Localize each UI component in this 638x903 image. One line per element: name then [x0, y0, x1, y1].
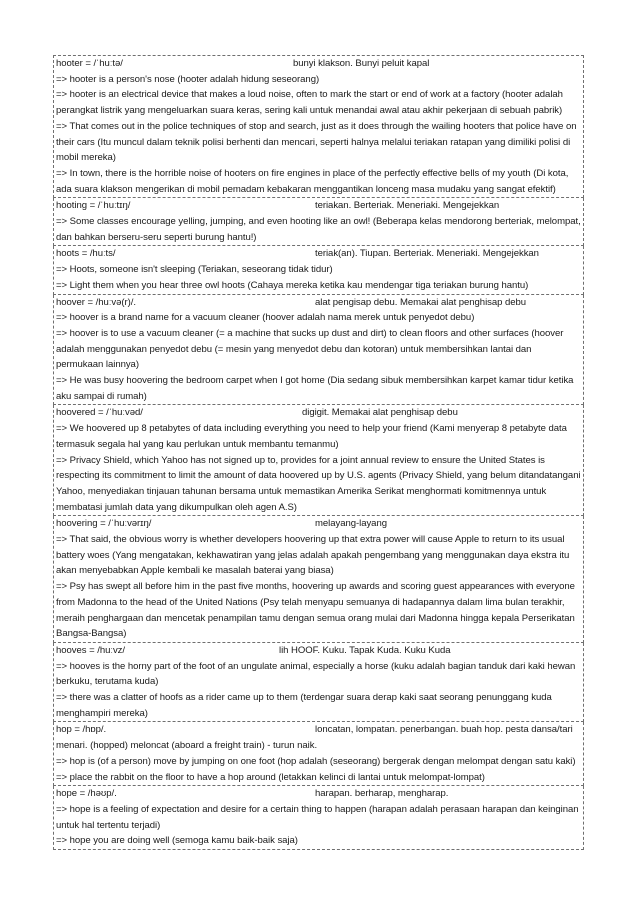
- entry-header: [56, 405, 581, 421]
- example-line: => hooter is an electrical device that makes a loud noise, often to mark the start or end of work at a factory (hooter adalah perangkat listrik yang mengeluarkan suara keras, sering kali untuk menandai awal atau akhir pekerjaan di sebuah pabrik): [56, 89, 563, 117]
- entry-hope: [53, 786, 584, 850]
- example-line: => hoover is a brand name for a vacuum cleaner (hoover adalah nama merek untuk penyedot debu): [56, 312, 475, 324]
- example-line: => hope is a feeling of expectation and desire for a certain thing to happen (harapan adalah perasaan harapan dan keinginan untuk hal tertentu terjadi): [56, 803, 579, 831]
- entry-term: hoots = /huːts/: [56, 248, 116, 260]
- example-line: => Psy has swept all before him in the past five months, hoovering up awards and scoring guest appearances with everyone from Madonna to the head of the United Nations (Psy telah menyapu semuanya di hadapannya dalam lima bulan terakhir, meraih penghargaan dan mencetak penampilan tamu dengan semua orang mulai dari Madonna hingga kepala Perserikatan Bangsa-Bangsa): [56, 581, 575, 640]
- entry-term: hoovered = /ˈhuːvəd/: [56, 407, 143, 419]
- example-line: => Privacy Shield, which Yahoo has not signed up to, provides for a joint annual review to ensure the United States is respecting its commitment to limit the amount of data hoovered up by U.S. agents (Privacy Shield, yang belum ditandatangani Yahoo, menyediakan tinjauan tahunan bersama untuk memastikan Amerika Serikat menghormati komitmennya untuk membatasi jumlah data yang dikumpulkan oleh agen A.S): [56, 454, 581, 513]
- entry-term: hoover = /huːvə(r)/.: [56, 296, 136, 308]
- entry-header: [56, 643, 581, 659]
- example-line: => He was busy hoovering the bedroom carpet when I got home (Dia sedang sibuk membersihkan karpet kamar tidur ketika aku sampai di rumah): [56, 375, 574, 402]
- entry-translation: harapan. berharap, mengharap.: [315, 788, 449, 800]
- entry-translation: digigit. Memakai alat penghisap debu: [302, 407, 458, 419]
- entry-term: hooting = /ˈhuːtɪŋ/: [56, 200, 131, 212]
- dictionary-page: [53, 55, 584, 850]
- entry-hoover: [53, 295, 584, 406]
- entry-translation: loncatan, lompatan. penerbangan. buah hop. pesta dansa/tari menari. (hopped) meloncat (aboard a freight train) - turun naik.: [56, 724, 573, 752]
- entry-term: hoovering = /ˈhuːvərɪŋ/: [56, 518, 152, 530]
- example-line: => Hoots, someone isn't sleeping (Teriakan, seseorang tidak tidur): [56, 264, 333, 276]
- example-line: => We hoovered up 8 petabytes of data including everything you need to help your friend (Kami menyerap 8 petabyte data termasuk segala hal yang kau perlukan untuk membantu temanmu): [56, 423, 567, 450]
- entry-hooting: [53, 198, 584, 246]
- entry-hooter: [53, 55, 584, 198]
- entry-header: [56, 295, 581, 311]
- example-line: => hope you are doing well (semoga kamu baik-baik saja): [56, 835, 298, 847]
- example-line: => hoover is to use a vacuum cleaner (= a machine that sucks up dust and dirt) to clean floors and other surfaces (hoover adalah menggunakan penyedot debu (= mesin yang menyedot debu dan kotoran) untuk membersihkan lantai dan permukaan lainnya): [56, 327, 564, 371]
- example-line: => That comes out in the police techniques of stop and search, just as it does through the wailing hooters that police have on their cars (Itu muncul dalam teknik polisi berhenti dan mencari, seperti halnya melalui teriakan ratapan yang dimiliki polisi di mobil mereka): [56, 120, 577, 164]
- entry-translation: alat pengisap debu. Memakai alat penghisap debu: [315, 296, 527, 308]
- entry-term: hop = /hɒp/.: [56, 724, 107, 736]
- entry-term: hope = /həʊp/.: [56, 788, 117, 800]
- entry-hoots: [53, 246, 584, 294]
- entry-header: [56, 198, 581, 214]
- example-line: => hooves is the horny part of the foot of an ungulate animal, especially a horse (kuku adalah bagian tanduk dari kaki hewan berkuku, terutama kuda): [56, 660, 576, 688]
- entry-translation: lih HOOF. Kuku. Tapak Kuda. Kuku Kuda: [279, 644, 451, 656]
- entry-term: hooves = /huːvz/: [56, 644, 125, 656]
- entry-translation: bunyi klakson. Bunyi peluit kapal: [293, 58, 430, 69]
- entry-header: [56, 516, 581, 532]
- example-line: => That said, the obvious worry is whether developers hoovering up that extra power will cause Apple to return to its usual battery woes (Yang mengatakan, kekhawatiran yang jelas adalah apakah pengembang yang menggunakan daya ekstra itu akan menyebabkan Apple kembali ke masalah baterai yang biasa): [56, 534, 570, 577]
- entry-term: hooter = /ˈhuːtə/: [56, 58, 123, 69]
- entry-header: [56, 722, 581, 753]
- example-line: => hooter is a person's nose (hooter adalah hidung seseorang): [56, 73, 320, 85]
- entry-hoovering: [53, 516, 584, 643]
- entry-translation: teriak(an). Tiupan. Berteriak. Meneriaki. Mengejekkan: [315, 248, 539, 260]
- entry-translation: melayang-layang: [315, 518, 387, 530]
- entry-hoovered: [53, 405, 584, 516]
- example-line: => hop is (of a person) move by jumping on one foot (hop adalah (seseorang) bergerak dengan melompat dengan satu kaki): [56, 755, 576, 767]
- example-line: => Some classes encourage yelling, jumping, and even hooting like an owl! (Beberapa kelas mendorong berteriak, melompat, dan bahkan berseru-seru seperti burung hantu!): [56, 216, 581, 243]
- example-line: => In town, there is the horrible noise of hooters on fire engines in place of the perfectly effective bells of my youth (Di kota, ada suara klakson mengerikan di mobil pemadam kebakaran menggantikan lonceng masa mudaku yang sangat efektif): [56, 167, 569, 195]
- entry-hop: [53, 722, 584, 786]
- entry-hooves: [53, 643, 584, 723]
- entry-translation: teriakan. Berteriak. Meneriaki. Mengejekkan: [315, 200, 500, 212]
- example-line: => there was a clatter of hoofs as a rider came up to them (terdengar suara derap kaki saat seorang penunggang kuda menghampiri mereka): [56, 692, 552, 719]
- entry-header: [56, 786, 581, 802]
- example-line: => place the rabbit on the floor to have a hop around (letakkan kelinci di lantai untuk melompat-lompat): [56, 771, 485, 783]
- entry-header: [56, 56, 581, 72]
- entry-header: [56, 246, 581, 262]
- example-line: => Light them when you hear three owl hoots (Cahaya mereka ketika kau mendengar tiga teriakan burung hantu): [56, 279, 529, 291]
